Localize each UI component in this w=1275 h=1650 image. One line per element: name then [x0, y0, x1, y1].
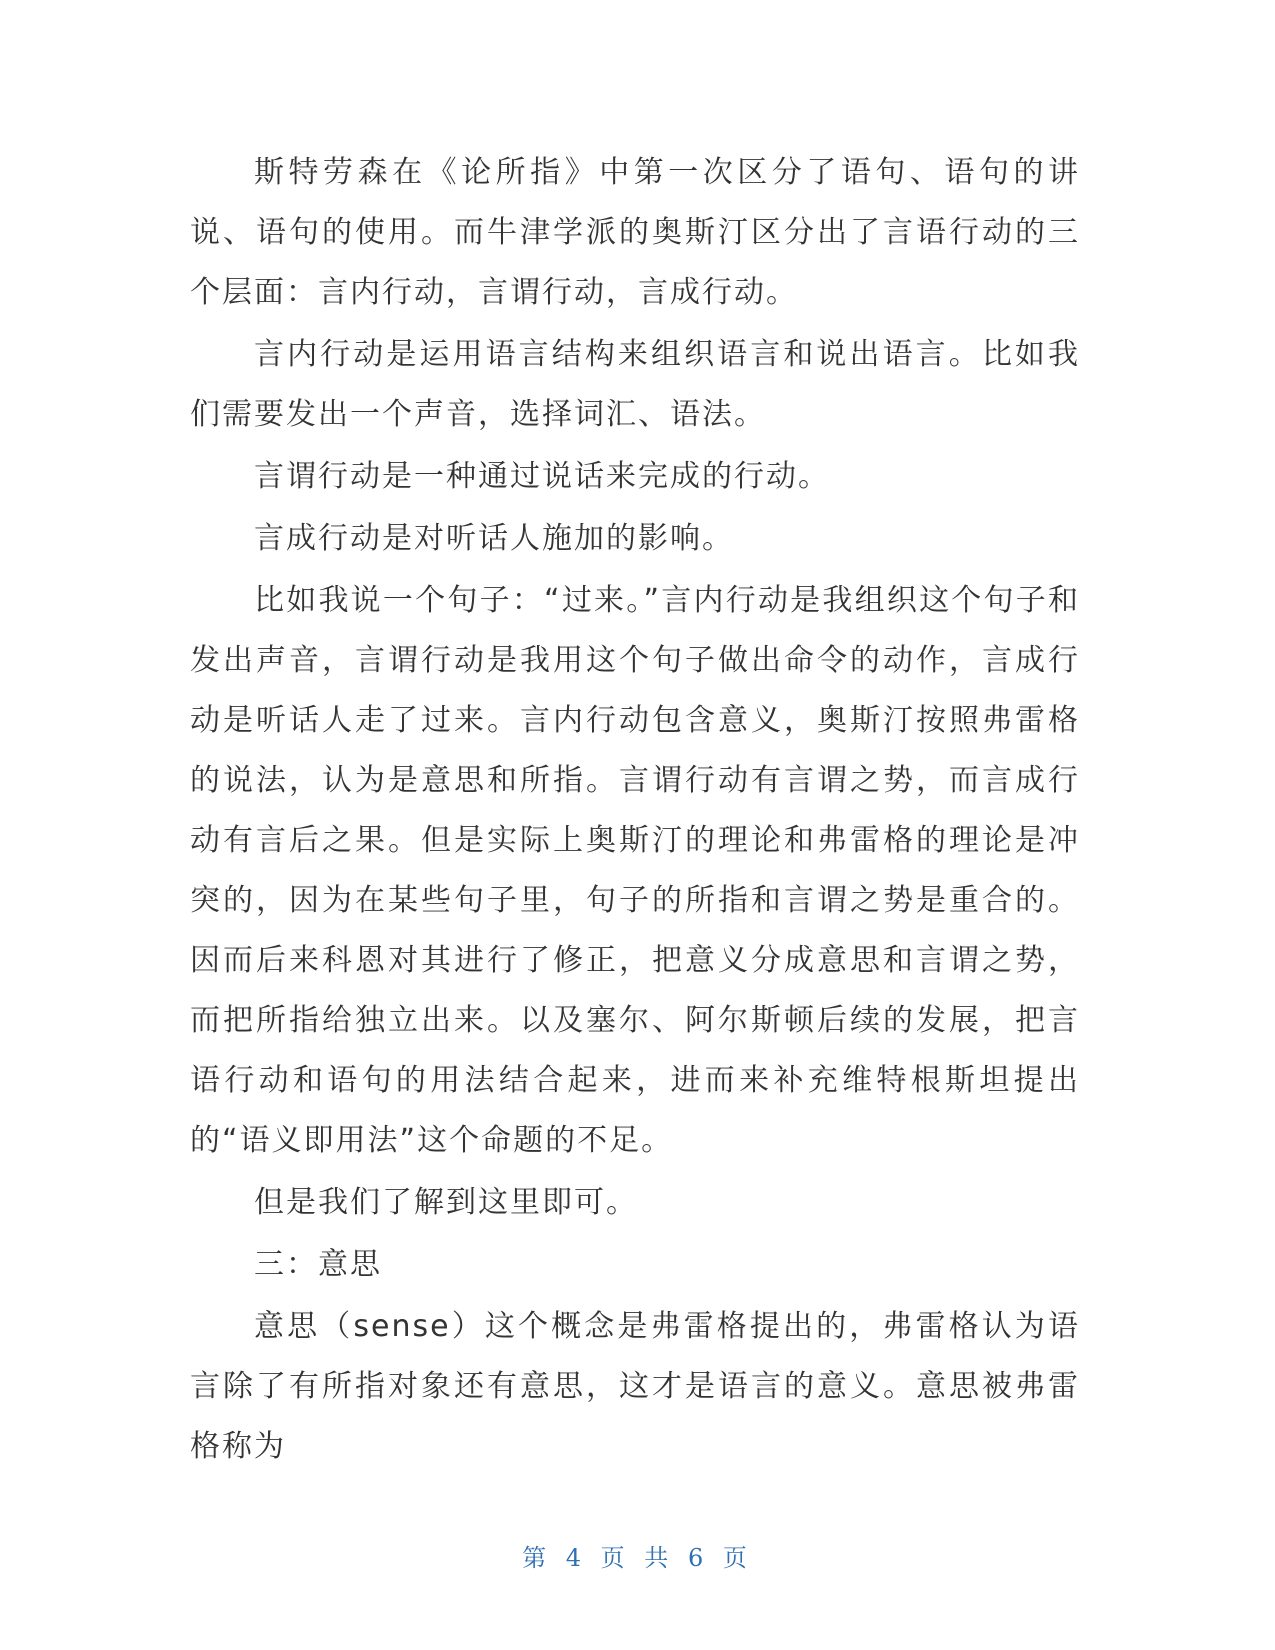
paragraph-1: 斯特劳森在《论所指》中第一次区分了语句、语句的讲说、语句的使用。而牛津学派的奥斯汀区分出了言语行动的三个层面：言内行动，言谓行动，言成行动。 — [190, 155, 1080, 310]
document-body — [190, 143, 1080, 1479]
page-number-footer: 第 4 页 共 6 页 — [522, 1544, 753, 1572]
paragraph-6: 但是我们了解到这里即可。 — [254, 1185, 638, 1220]
paragraph-3: 言谓行动是一种通过说话来完成的行动。 — [254, 459, 830, 494]
paragraph-2: 言内行动是运用语言结构来组织语言和说出语言。比如我们需要发出一个声音，选择词汇、语法。 — [190, 337, 1080, 432]
paragraph-4: 言成行动是对听话人施加的影响。 — [254, 521, 734, 556]
paragraph-5: 比如我说一个句子：“过来。”言内行动是我组织这个句子和发出声音，言谓行动是我用这个句子做出命令的动作，言成行动是听话人走了过来。言内行动包含意义，奥斯汀按照弗雷格的说法，认为是意思和所指。言谓行动有言谓之势，而言成行动有言后之果。但是实际上奥斯汀的理论和弗雷格的理论是冲突的，因为在某些句子里，句子的所指和言谓之势是重合的。因而后来科恩对其进行了修正，把意义分成意思和言谓之势，而把所指给独立出来。以及塞尔、阿尔斯顿后续的发展，把言语行动和语句的用法结合起来，进而来补充维特根斯坦提出的“语义即用法”这个命题的不足。 — [190, 583, 1080, 1158]
section-heading: 三：意思 — [254, 1247, 382, 1282]
paragraph-8: 意思（sense）这个概念是弗雷格提出的，弗雷格认为语言除了有所指对象还有意思，这才是语言的意义。意思被弗雷格称为 — [190, 1309, 1080, 1464]
